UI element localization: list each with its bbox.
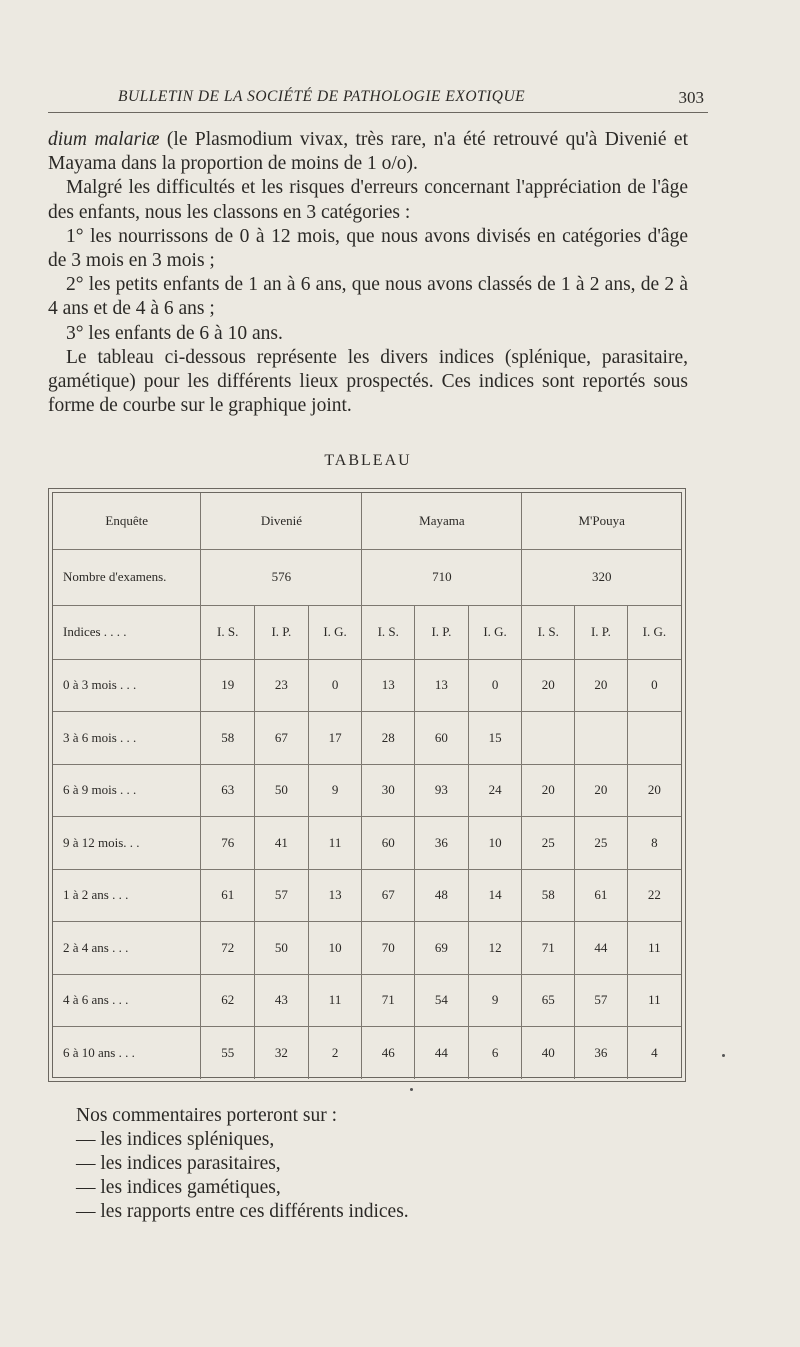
paragraph-3: 1° les nourrissons de 0 à 12 mois, que nous avons divisés en catégories d'âge de 3 mois en 3 mois ; bbox=[48, 225, 688, 272]
row-label: 2 à 4 ans . . . bbox=[53, 922, 201, 975]
comment-item: — les rapports entre ces différents indices. bbox=[76, 1201, 409, 1222]
table-row bbox=[53, 712, 681, 765]
table-cell: 36 bbox=[575, 1027, 628, 1080]
table-cell: 43 bbox=[255, 974, 309, 1027]
table-row bbox=[53, 1027, 681, 1080]
index-header: I. G. bbox=[308, 605, 362, 659]
table-cell: 15 bbox=[468, 712, 522, 765]
table-cell: 9 bbox=[308, 764, 362, 817]
table-cell: 67 bbox=[255, 712, 309, 765]
table-row bbox=[53, 659, 681, 712]
table-cell: 0 bbox=[308, 659, 362, 712]
table-cell: 76 bbox=[201, 817, 255, 870]
paragraph-6: Le tableau ci-dessous représente les divers indices (splénique, parasitaire, gamétique) pour les différents lieux prospectés. Ces indices sont reportés sous forme de courbe sur le graphique joint. bbox=[48, 346, 688, 417]
table-cell: 41 bbox=[255, 817, 309, 870]
row-label: 9 à 12 mois. . . bbox=[53, 817, 201, 870]
index-header: I. G. bbox=[468, 605, 522, 659]
table-cell: 0 bbox=[627, 659, 681, 712]
table-cell: 54 bbox=[415, 974, 469, 1027]
table-cell: 20 bbox=[627, 764, 681, 817]
table-cell: 11 bbox=[627, 974, 681, 1027]
body-text bbox=[48, 128, 688, 418]
table-cell: 11 bbox=[627, 922, 681, 975]
table-cell: 19 bbox=[201, 659, 255, 712]
table-row bbox=[53, 922, 681, 975]
table-cell: 46 bbox=[362, 1027, 415, 1080]
header-label: Enquête bbox=[53, 493, 201, 549]
paragraph-1-rest: (le Plasmodium vivax, très rare, n'a été retrouvé qu'à Divenié et Mayama dans la proportion de moins de 1 o/o). bbox=[48, 129, 689, 175]
table-title: TABLEAU bbox=[324, 452, 412, 469]
comment-item: — les indices spléniques, bbox=[76, 1129, 275, 1150]
table-cell: 65 bbox=[522, 974, 575, 1027]
table-cell: 6 bbox=[468, 1027, 522, 1080]
exams-mayama: 710 bbox=[362, 549, 522, 605]
table-cell: 12 bbox=[468, 922, 522, 975]
paragraph-4: 2° les petits enfants de 1 an à 6 ans, que nous avons classés de 1 à 2 ans, de 2 à 4 ans et de 4 à 6 ans ; bbox=[48, 274, 688, 320]
exams-divenie: 576 bbox=[201, 549, 362, 605]
table-cell: 10 bbox=[468, 817, 522, 870]
table-cell: 28 bbox=[362, 712, 415, 765]
index-header: I. S. bbox=[201, 605, 255, 659]
row-label: 6 à 10 ans . . . bbox=[53, 1027, 201, 1080]
table-cell: 25 bbox=[522, 817, 575, 870]
table-cell: 71 bbox=[522, 922, 575, 975]
index-header: I. P. bbox=[575, 605, 628, 659]
table-cell: 24 bbox=[468, 764, 522, 817]
table-cell: 60 bbox=[415, 712, 469, 765]
index-header: I. G. bbox=[627, 605, 681, 659]
table-cell: 4 bbox=[627, 1027, 681, 1080]
indices-table bbox=[53, 493, 681, 1079]
table-cell: 2 bbox=[308, 1027, 362, 1080]
table-cell bbox=[522, 712, 575, 765]
table-cell: 61 bbox=[575, 869, 628, 922]
indices-label: Indices . . . . bbox=[53, 605, 201, 659]
running-title: BULLETIN DE LA SOCIÉTÉ DE PATHOLOGIE EXOTIQUE bbox=[118, 88, 526, 105]
table-frame bbox=[48, 488, 686, 1082]
print-speck bbox=[722, 1054, 725, 1057]
comment-item: — les indices parasitaires, bbox=[76, 1153, 281, 1174]
table-row bbox=[53, 817, 681, 870]
table-cell: 23 bbox=[255, 659, 309, 712]
table-row bbox=[53, 764, 681, 817]
table-cell: 20 bbox=[522, 764, 575, 817]
table-cell: 40 bbox=[522, 1027, 575, 1080]
index-header: I. P. bbox=[415, 605, 469, 659]
table-cell: 32 bbox=[255, 1027, 309, 1080]
table-cell bbox=[575, 712, 628, 765]
table-cell: 50 bbox=[255, 922, 309, 975]
index-header: I. S. bbox=[362, 605, 415, 659]
table-cell: 13 bbox=[415, 659, 469, 712]
table-cell: 48 bbox=[415, 869, 469, 922]
exams-row bbox=[53, 549, 681, 605]
place-mpouya: M'Pouya bbox=[522, 493, 681, 549]
table-cell: 36 bbox=[415, 817, 469, 870]
table-cell: 8 bbox=[627, 817, 681, 870]
row-label: 0 à 3 mois . . . bbox=[53, 659, 201, 712]
table-cell: 13 bbox=[308, 869, 362, 922]
comments-intro: Nos commentaires porteront sur : bbox=[76, 1105, 338, 1126]
table-cell: 93 bbox=[415, 764, 469, 817]
print-speck bbox=[410, 1088, 413, 1091]
row-label: 1 à 2 ans . . . bbox=[53, 869, 201, 922]
table-row bbox=[53, 974, 681, 1027]
table-cell: 11 bbox=[308, 817, 362, 870]
table-cell: 63 bbox=[201, 764, 255, 817]
table-cell: 30 bbox=[362, 764, 415, 817]
page-number: 303 bbox=[678, 88, 704, 107]
table-cell: 11 bbox=[308, 974, 362, 1027]
table-cell: 25 bbox=[575, 817, 628, 870]
exams-label: Nombre d'examens. bbox=[53, 549, 201, 605]
table-cell: 57 bbox=[575, 974, 628, 1027]
place-mayama: Mayama bbox=[362, 493, 522, 549]
table-cell: 58 bbox=[522, 869, 575, 922]
table-cell: 44 bbox=[415, 1027, 469, 1080]
table-cell: 72 bbox=[201, 922, 255, 975]
table-cell: 0 bbox=[468, 659, 522, 712]
table-cell: 69 bbox=[415, 922, 469, 975]
table-cell: 71 bbox=[362, 974, 415, 1027]
table-cell: 62 bbox=[201, 974, 255, 1027]
table-cell: 20 bbox=[522, 659, 575, 712]
row-label: 3 à 6 mois . . . bbox=[53, 712, 201, 765]
page-header bbox=[48, 86, 708, 113]
table-cell: 14 bbox=[468, 869, 522, 922]
paragraph-1 bbox=[48, 128, 688, 176]
table-cell bbox=[627, 712, 681, 765]
paragraph-5: 3° les enfants de 6 à 10 ans. bbox=[66, 322, 283, 344]
table-cell: 17 bbox=[308, 712, 362, 765]
table-cell: 44 bbox=[575, 922, 628, 975]
table-cell: 58 bbox=[201, 712, 255, 765]
comment-item: — les indices gamétiques, bbox=[76, 1177, 281, 1198]
table-cell: 50 bbox=[255, 764, 309, 817]
index-header: I. P. bbox=[255, 605, 309, 659]
table-cell: 61 bbox=[201, 869, 255, 922]
table-cell: 13 bbox=[362, 659, 415, 712]
table-cell: 60 bbox=[362, 817, 415, 870]
row-label: 6 à 9 mois . . . bbox=[53, 764, 201, 817]
header-row bbox=[53, 493, 681, 549]
row-label: 4 à 6 ans . . . bbox=[53, 974, 201, 1027]
table-cell: 20 bbox=[575, 659, 628, 712]
table-cell: 20 bbox=[575, 764, 628, 817]
exams-mpouya: 320 bbox=[522, 549, 681, 605]
index-header: I. S. bbox=[522, 605, 575, 659]
table-cell: 67 bbox=[362, 869, 415, 922]
table-cell: 22 bbox=[627, 869, 681, 922]
table-cell: 57 bbox=[255, 869, 309, 922]
paragraph-1-lead: dium malariæ bbox=[48, 129, 160, 150]
indices-row bbox=[53, 605, 681, 659]
table-cell: 10 bbox=[308, 922, 362, 975]
comments-list bbox=[76, 1104, 636, 1224]
table-cell: 9 bbox=[468, 974, 522, 1027]
paragraph-2: Malgré les difficultés et les risques d'erreurs concernant l'appréciation de l'âge des enfants, nous les classons en 3 catégories : bbox=[48, 177, 688, 223]
table-row bbox=[53, 869, 681, 922]
table-cell: 70 bbox=[362, 922, 415, 975]
place-divenie: Divenié bbox=[201, 493, 362, 549]
table-inner-frame bbox=[52, 492, 682, 1078]
table-cell: 55 bbox=[201, 1027, 255, 1080]
